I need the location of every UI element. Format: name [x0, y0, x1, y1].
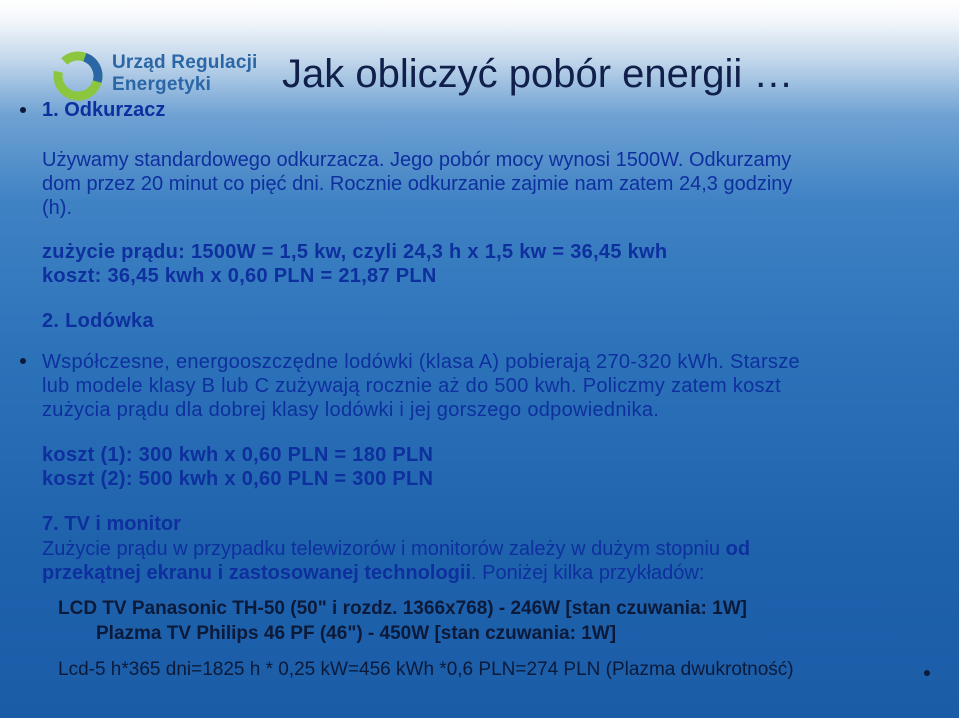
section1-calc-line: koszt: 36,45 kwh x 0,60 PLN = 21,87 PLN: [42, 265, 437, 287]
section3-desc-text: . Poniżej kilka przykładów:: [471, 562, 705, 584]
section2-calc-line: koszt (1): 300 kwh x 0,60 PLN = 180 PLN: [42, 444, 434, 466]
section2-heading: 2. Lodówka: [42, 310, 154, 332]
bullet-1: [20, 107, 26, 113]
section1-desc-line: Używamy standardowego odkurzacza. Jego pobór mocy wynosi 1500W. Odkurzamy: [42, 149, 792, 171]
example-line: Plazma TV Philips 46 PF (46") - 450W [stan czuwania: 1W]: [96, 623, 617, 644]
example-line: LCD TV Panasonic TH-50 (50" i rozdz. 1366x768) - 246W [stan czuwania: 1W]: [58, 598, 747, 619]
section3-heading: 7. TV i monitor: [42, 513, 181, 535]
section1-heading: 1. Odkurzacz: [42, 99, 166, 121]
section3-desc-emphasis: przekątnej ekranu i zastosowanej technologii: [42, 562, 471, 584]
section1-calc-line: zużycie prądu: 1500W = 1,5 kw, czyli 24,3 h x 1,5 kw = 36,45 kwh: [42, 241, 668, 263]
section2-desc-line: lub modele klasy B lub C zużywają rocznie aż do 500 kwh. Policzmy zatem koszt: [42, 375, 781, 397]
bullet-3: [924, 670, 930, 676]
section2-desc-line: zużycia prądu dla dobrej klasy lodówki i jej gorszego odpowiednika.: [42, 399, 660, 421]
section2-calc-line: koszt (2): 500 kwh x 0,60 PLN = 300 PLN: [42, 468, 434, 490]
section1-desc-line: dom przez 20 minut co pięć dni. Rocznie odkurzanie zajmie nam zatem 24,3 godziny: [42, 173, 793, 195]
page-title: Jak obliczyć pobór energii …: [282, 52, 794, 96]
ure-logo-icon: [50, 48, 106, 104]
section3-desc-text: Zużycie prądu w przypadku telewizorów i monitorów zależy w dużym stopniu: [42, 538, 726, 560]
logo-line-2: Energetyki: [112, 74, 212, 95]
calc-example-line: Lcd-5 h*365 dni=1825 h * 0,25 kW=456 kWh *0,6 PLN=274 PLN (Plazma dwukrotność): [58, 659, 794, 680]
section3-desc-line-1: [42, 537, 750, 561]
section3-desc-line-2: [42, 561, 704, 585]
section3-desc-emphasis: od: [725, 538, 751, 560]
logo-line-1: Urząd Regulacji: [112, 52, 258, 73]
section1-desc-line: (h).: [42, 197, 72, 219]
bullet-2: [20, 358, 26, 364]
section2-desc-line: Współczesne, energooszczędne lodówki (klasa A) pobierają 270-320 kWh. Starsze: [42, 351, 800, 373]
